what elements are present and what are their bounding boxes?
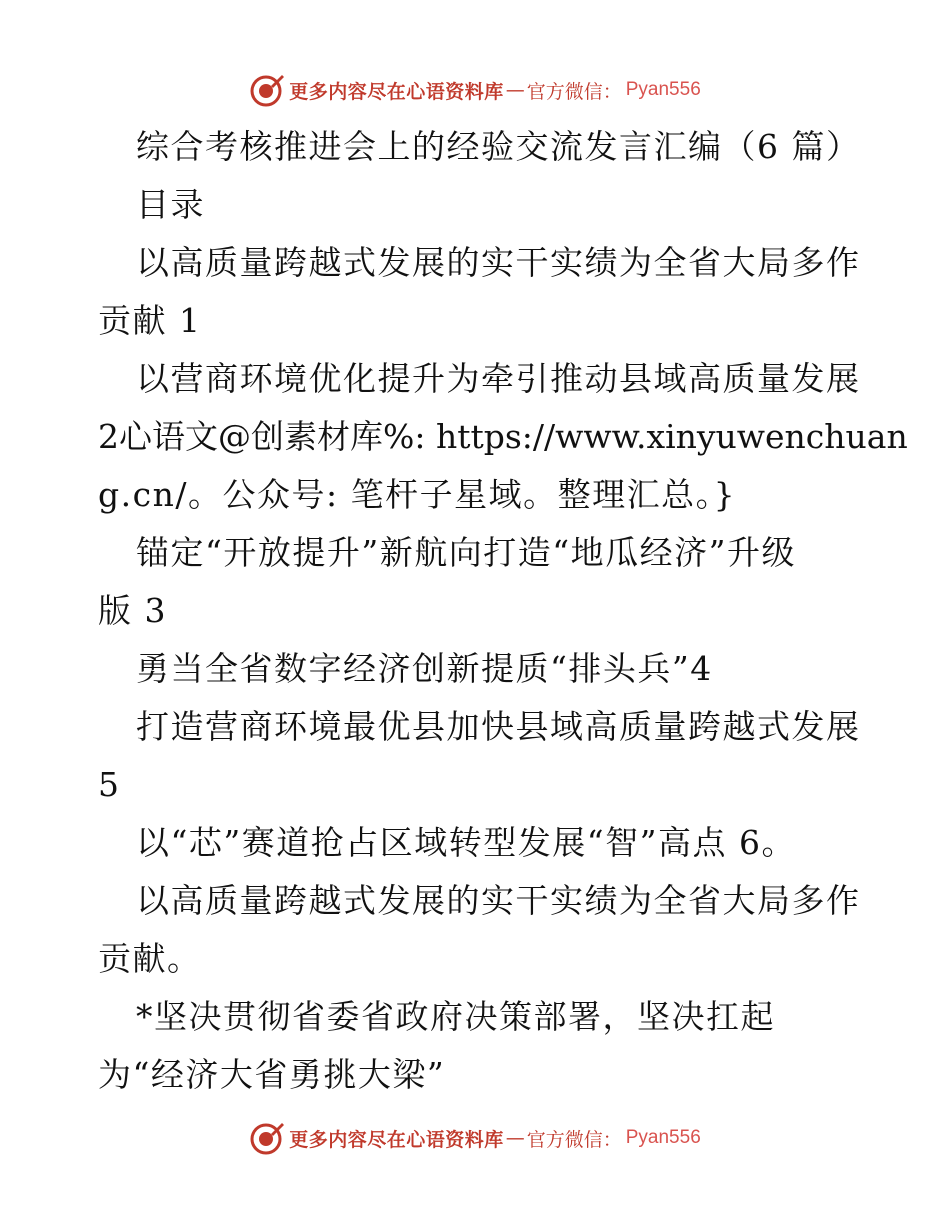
toc-entry-4: 勇当全省数字经济创新提质“排头兵”4 <box>136 649 713 688</box>
section-heading: 以高质量跨越式发展的实干实绩为全省大局多作 <box>136 881 861 920</box>
toc-entry-2-cont: 2心语文@创素材库%: https://www.xinyuwenchuan <box>98 417 908 456</box>
paragraph-line: *坚决贯彻省委省政府决策部署，坚决扛起 <box>136 997 775 1036</box>
toc-entry-3-cont: 版 3 <box>98 591 167 630</box>
doc-title: 综合考核推进会上的经验交流发言汇编（6 篇） <box>136 127 861 166</box>
source-note: g.cn/。公众号: 笔杆子星域。整理汇总。} <box>98 475 737 514</box>
toc-entry-1: 以高质量跨越式发展的实干实绩为全省大局多作 <box>136 243 861 282</box>
wechat-id: Pyan556 <box>625 1127 701 1148</box>
toc-entry-6: 以“芯”赛道抢占区域转型发展“智”高点 6。 <box>136 823 796 862</box>
footer-banner <box>0 1118 950 1158</box>
banner-separator: — <box>505 1127 525 1149</box>
wechat-id: Pyan556 <box>625 79 701 100</box>
toc-entry-3: 锚定“开放提升”新航向打造“地瓜经济”升级 <box>136 533 796 572</box>
document-body <box>98 118 908 1104</box>
banner-text: 更多内容尽在心语资料库 <box>289 1128 504 1151</box>
wechat-label: 官方微信： <box>526 1128 622 1151</box>
wechat-label: 官方微信： <box>526 80 622 103</box>
header-banner <box>0 70 950 110</box>
toc-entry-2: 以营商环境优化提升为牵引推动县域高质量发展 <box>136 359 861 398</box>
paragraph-line-cont: 为“经济大省勇挑大梁” <box>98 1055 446 1094</box>
pen-logo-icon <box>249 72 285 108</box>
toc-heading: 目录 <box>136 185 205 224</box>
section-heading-cont: 贡献。 <box>98 939 202 978</box>
pen-logo-icon <box>249 1120 285 1156</box>
toc-entry-1-cont: 贡献 1 <box>98 301 202 340</box>
toc-entry-5-cont: 5 <box>98 765 121 804</box>
toc-entry-5: 打造营商环境最优县加快县域高质量跨越式发展 <box>136 707 861 746</box>
banner-separator: — <box>505 79 525 101</box>
banner-text: 更多内容尽在心语资料库 <box>289 80 504 103</box>
